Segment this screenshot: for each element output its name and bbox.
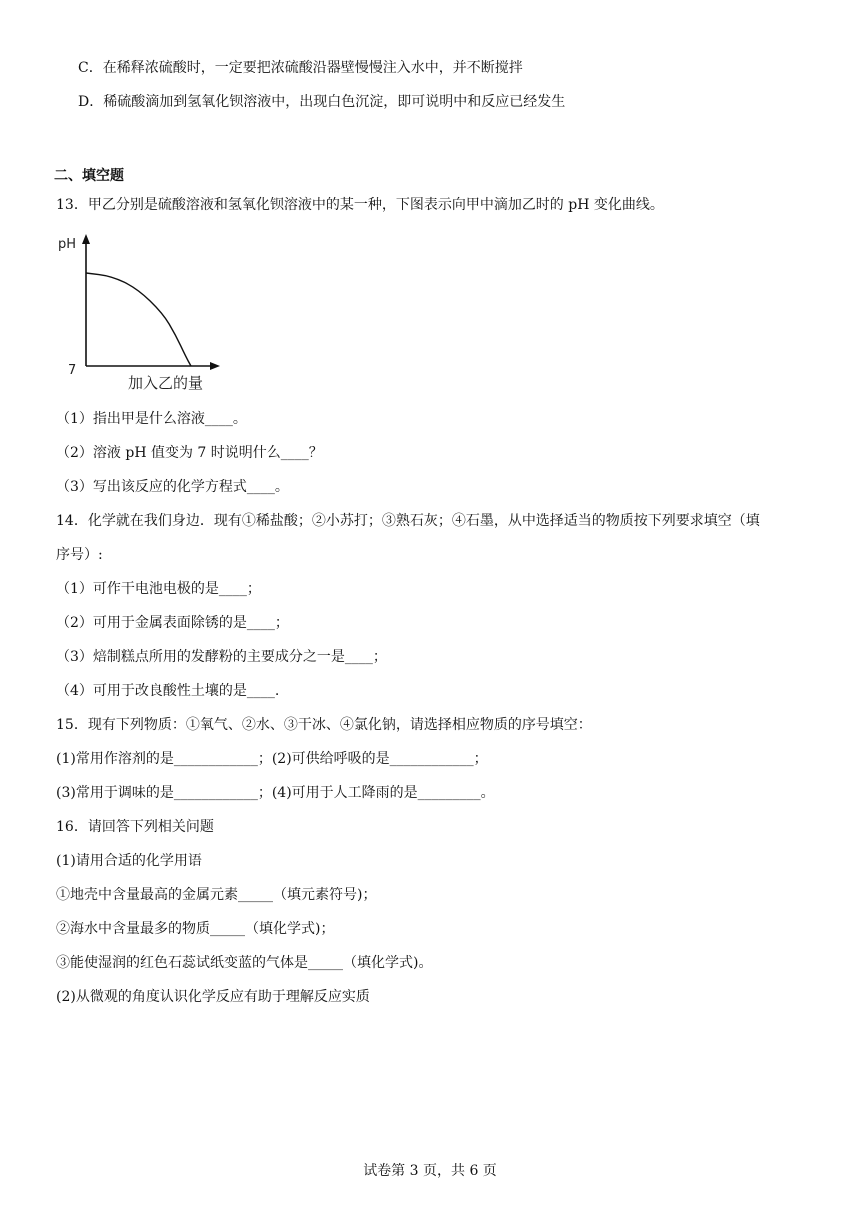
section-title: 二、填空题	[54, 168, 124, 184]
q16-stem: 16．请回答下列相关问题	[56, 819, 214, 835]
q13-part-3: （3）写出该反应的化学方程式____。	[56, 479, 289, 495]
ph-curve-line	[86, 273, 191, 366]
q15-stem: 15．现有下列物质：①氧气、②水、③干冰、④氯化钠，请选择相应物质的序号填空：	[56, 717, 592, 733]
q16-part-1c: ③能使湿润的红色石蕊试纸变蓝的气体是_____（填化学式)。	[56, 955, 433, 971]
q14-part-3: （3）焙制糕点所用的发酵粉的主要成分之一是____；	[56, 649, 387, 665]
q13-part-2: （2）溶液 pH 值变为 7 时说明什么____？	[56, 445, 323, 461]
q15-row-2: (3)常用于调味的是____________；(4)可用于人工降雨的是_________。	[56, 785, 495, 801]
y-axis-label: pH	[58, 237, 77, 252]
q16-part-1: (1)请用合适的化学用语	[56, 853, 202, 869]
y-axis	[82, 234, 90, 366]
q14-part-1: （1）可作干电池电极的是____；	[56, 581, 261, 597]
q13-part-1: （1）指出甲是什么溶液____。	[56, 411, 247, 427]
q14-part-2: （2）可用于金属表面除锈的是____；	[56, 615, 289, 631]
q14-part-4: （4）可用于改良酸性土壤的是____.	[56, 683, 280, 699]
ph-curve-chart	[56, 228, 246, 398]
x-axis	[86, 362, 220, 370]
x-axis-label: 加入乙的量	[128, 374, 204, 392]
q16-part-1b: ②海水中含量最多的物质_____（填化学式)；	[56, 921, 335, 937]
q16-part-2: (2)从微观的角度认识化学反应有助于理解反应实质	[56, 989, 370, 1005]
option-d: D．稀硫酸滴加到氢氧化钡溶液中，出现白色沉淀，即可说明中和反应已经发生	[78, 94, 566, 110]
q14-stem-line1: 14．化学就在我们身边．现有①稀盐酸；②小苏打；③熟石灰；④石墨，从中选择适当的物质按下列要求填空（填	[56, 513, 760, 529]
option-c: C．在稀释浓硫酸时，一定要把浓硫酸沿器壁慢慢注入水中，并不断搅拌	[78, 60, 523, 76]
page-footer: 试卷第 3 页，共 6 页	[363, 1163, 497, 1179]
q13-stem: 13．甲乙分别是硫酸溶液和氢氧化钡溶液中的某一种，下图表示向甲中滴加乙时的 pH 变化曲线。	[56, 197, 664, 213]
q15-row-1: (1)常用作溶剂的是____________；(2)可供给呼吸的是____________；	[56, 751, 488, 767]
q14-stem-line2: 序号）:	[56, 547, 103, 563]
y-tick-7: 7	[68, 363, 77, 378]
q16-part-1a: ①地壳中含量最高的金属元素_____（填元素符号)；	[56, 887, 377, 903]
